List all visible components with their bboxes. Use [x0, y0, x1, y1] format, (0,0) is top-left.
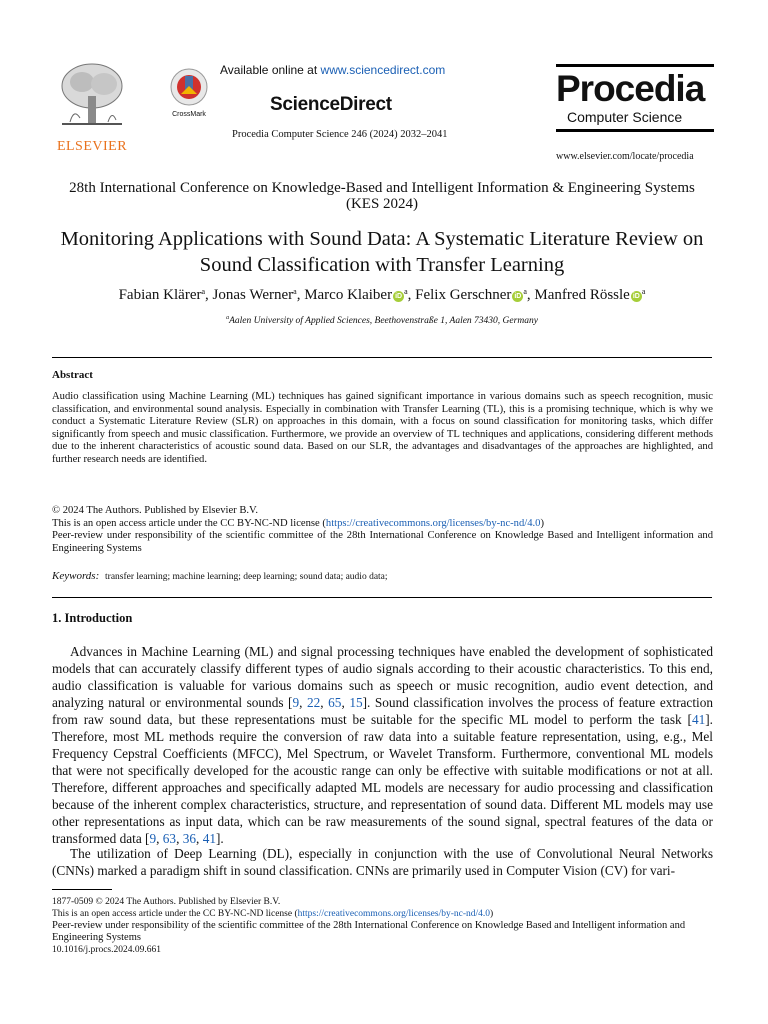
- citation-link[interactable]: 9: [292, 695, 300, 710]
- footer-rule: [52, 889, 112, 890]
- author-separator: ,: [407, 287, 416, 303]
- citation-link[interactable]: 41: [202, 831, 216, 846]
- footer-block: [52, 896, 713, 956]
- keywords-text: transfer learning; machine learning; deep learning; sound data; audio data;: [105, 572, 388, 582]
- paragraph-text: ]. Therefore, most ML methods require the conversion of raw data into a suitable feature representation, using, e.g., Mel Frequency Cepstral Coefficients (MFCC), Mel Spectrum, or Wavelet Transform. Furthermore, conventional ML models that were not specifically developed for the acoustic range can only be effective with suitable modifications or not at all. Therefore, different approaches and specifically adapted ML models are necessary for audio processing and classification because of the inherent complex characteristics, structure, and representation of sound data. Different ML models may use other representations as input data, which can be raw measurements of the sound signal, spectral features of the data or transformed data [: [52, 712, 713, 846]
- elsevier-logo: [52, 60, 132, 154]
- paragraph-text: ,: [320, 695, 329, 710]
- author-name: Jonas Werner: [212, 287, 294, 303]
- paragraph-text: ,: [299, 695, 307, 710]
- affiliation-marker: a: [226, 315, 230, 321]
- paragraph-text: ,: [341, 695, 350, 710]
- author-separator: ,: [205, 287, 213, 303]
- copyright-block: [52, 505, 713, 555]
- orcid-icon[interactable]: iD: [632, 293, 640, 300]
- divider-mid: [52, 597, 712, 598]
- license-line: This is an open access article under the CC BY-NC-ND license (https://creativecommons.org/licenses/by-nc-nd/4.0): [52, 517, 544, 529]
- crossmark-badge[interactable]: [164, 68, 214, 120]
- elsevier-wordmark: ELSEVIER: [56, 139, 128, 154]
- citation-link[interactable]: 63: [162, 831, 177, 846]
- keywords-label: Keywords:: [52, 570, 100, 582]
- paragraph-text: ,: [156, 831, 163, 846]
- divider-top: [52, 357, 712, 358]
- crossmark-label: CrossMark: [172, 111, 206, 118]
- author-affiliation-marker: a: [404, 287, 408, 296]
- footer-issn-line: 1877-0509 © 2024 The Authors. Published by Elsevier B.V.: [52, 897, 281, 907]
- procedia-logo: [556, 64, 714, 136]
- copyright-line: © 2024 The Authors. Published by Elsevier B.V.: [52, 505, 258, 516]
- paragraph-text: Advances in Machine Learning (ML) and signal processing techniques have enabled the development of sophisticated models that can accurately classify different types of audio signals according to their acoustic characteristics. To this end, audio classification is valuable for various domains such as speech or music recognition, audio event detection, and analyzing natural or environmental sounds [: [52, 644, 713, 710]
- sciencedirect-link[interactable]: www.sciencedirect.com: [320, 63, 446, 77]
- paragraph-text: ,: [196, 831, 203, 846]
- footer-doi: 10.1016/j.procs.2024.09.661: [52, 945, 161, 955]
- available-online: Available online at www.sciencedirect.com: [220, 63, 446, 77]
- paper-title: Monitoring Applications with Sound Data: A Systematic Literature Review on Sound Classification with Transfer Learning: [60, 228, 704, 276]
- procedia-url: www.elsevier.com/locate/procedia: [556, 151, 694, 162]
- author-list: [52, 287, 712, 304]
- journal-reference: Procedia Computer Science 246 (2024) 2032–2041: [232, 129, 448, 140]
- abstract-text: Audio classification using Machine Learning (ML) techniques has gained significant importance in various domains such as speech recognition, music classification, and environmental sound analysis. Especially in combination with Transfer Learning (TL), this is a promising technique, which is why we conduct a Systematic Literature Review (SLR) on approaches in this domain, with a focus on sound classification for monitoring tasks, which differ significantly from speech and music classification. Furthermore, we provide an overview of TL techniques and applications, considering different methods due to the inherent characteristics of acoustic sound data. Based on our SLR, the advantages and disadvantages of the approaches are highlighted, and further research needs are identified.: [52, 391, 713, 465]
- paragraph-text: ]. Sound classification involves the process of feature extraction from raw sound data, but these representations must be suitable for the specific ML model to perform the task [: [52, 695, 714, 727]
- procedia-top-rule: [556, 64, 714, 67]
- affiliation: [52, 316, 712, 326]
- paragraph-text: ,: [176, 831, 183, 846]
- footer-peer-review: Peer-review under responsibility of the scientific committee of the 28th International Conference on Knowledge Based and Intelligent information and Engineering Systems: [52, 920, 686, 943]
- paragraph-text: ].: [215, 831, 224, 846]
- citation-link[interactable]: 15: [349, 695, 363, 710]
- author-name: Marco Klaiber: [304, 287, 393, 303]
- citation-link[interactable]: 36: [182, 831, 197, 846]
- orcid-icon[interactable]: iD: [514, 293, 522, 300]
- author-separator: ,: [296, 287, 305, 303]
- procedia-bottom-rule: [556, 129, 714, 132]
- crossmark-icon: [170, 68, 208, 106]
- orcid-icon[interactable]: iD: [395, 293, 403, 300]
- keywords: [52, 570, 713, 582]
- footer-license-line: This is an open access article under the CC BY-NC-ND license (https://creativecommons.org/licenses/by-nc-nd/4.0): [52, 909, 494, 919]
- author-affiliation-marker: a: [641, 287, 646, 296]
- conference-name: 28th International Conference on Knowledge-Based and Intelligent Information & Engineering Systems (KES 2024): [69, 180, 695, 212]
- citation-link[interactable]: 65: [328, 695, 342, 710]
- author-name: Fabian Klärer: [118, 287, 202, 303]
- abstract-heading: Abstract: [52, 369, 93, 381]
- author-name: Manfred Rössle: [534, 287, 630, 303]
- citation-link[interactable]: 9: [149, 831, 157, 846]
- elsevier-tree-icon: [52, 60, 132, 132]
- citation-link[interactable]: 22: [307, 695, 321, 710]
- footer-license-link[interactable]: https://creativecommons.org/licenses/by-nc-nd/4.0: [297, 909, 491, 919]
- intro-paragraph-2: The utilization of Deep Learning (DL), especially in conjunction with the use of Convolutional Neural Networks (CNNs) marked a paradigm shift in sound classification. CNNs are primarily used in Computer Vision (CV) for vari-: [52, 846, 713, 878]
- procedia-subtitle: Computer Science: [567, 109, 683, 125]
- intro-heading: 1. Introduction: [52, 611, 133, 625]
- author-affiliation-marker: a: [293, 287, 297, 296]
- author-separator: ,: [526, 287, 535, 303]
- author-affiliation-marker: a: [523, 287, 527, 296]
- intro-paragraph-1: [52, 643, 713, 847]
- sciencedirect-wordmark: ScienceDirect: [270, 94, 392, 115]
- license-link[interactable]: https://creativecommons.org/licenses/by-nc-nd/4.0: [325, 517, 541, 529]
- author-affiliation-marker: a: [201, 287, 206, 296]
- peer-review-line: Peer-review under responsibility of the scientific committee of the 28th International Conference on Knowledge Based and Intelligent information and Engineering Systems: [52, 530, 713, 554]
- author-name: Felix Gerschner: [415, 287, 512, 303]
- procedia-wordmark: Procedia: [556, 68, 705, 109]
- citation-link[interactable]: 41: [691, 712, 706, 727]
- affiliation-text: Aalen University of Applied Sciences, Beethovenstraße 1, Aalen 73430, Germany: [229, 316, 538, 326]
